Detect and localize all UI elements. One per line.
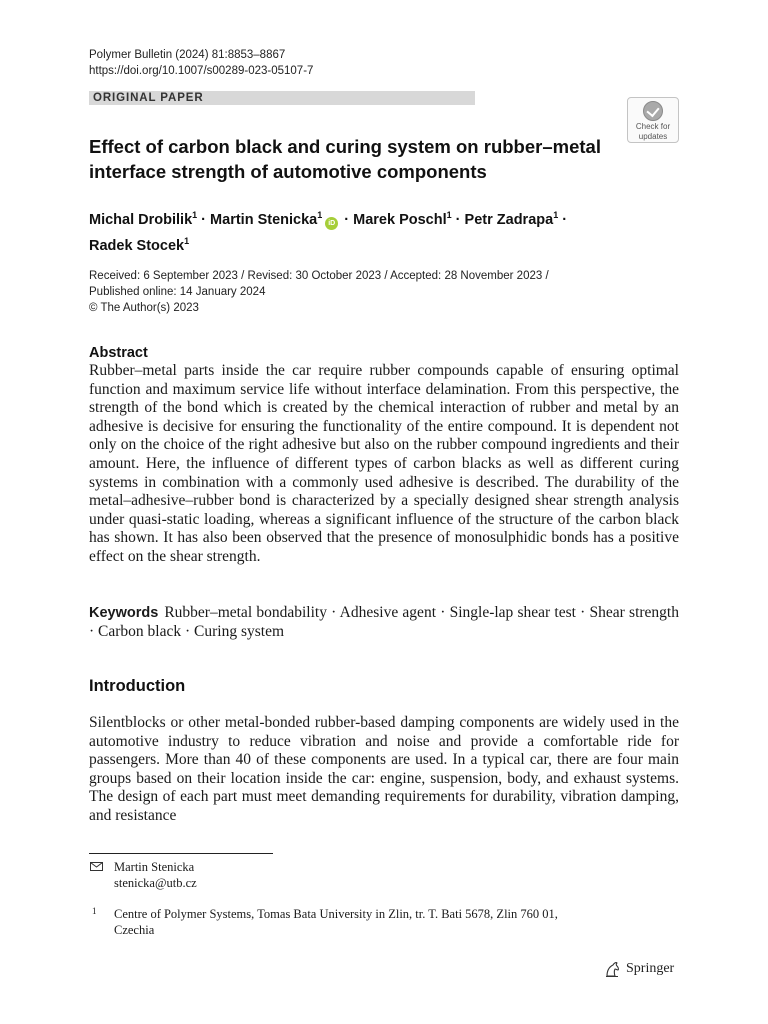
author-name[interactable]: Petr Zadrapa bbox=[464, 212, 554, 228]
introduction-text: Silentblocks or other metal-bonded rubber-based damping components are widely used in the automotive industry to reduce vibration and noise and provide a comfortable ride for passengers. More than 40 of these components are used. In a typical car, there are four main groups based on their location inside the car: engine, suspension, body, and exhaust systems. The design of each part must meet demanding requirements for durability, vibration damping, and resistance bbox=[89, 714, 679, 824]
journal-header bbox=[89, 47, 313, 79]
mail-icon bbox=[90, 862, 103, 871]
paper-type-label: ORIGINAL PAPER bbox=[93, 92, 204, 104]
affiliation-country: Czechia bbox=[114, 923, 155, 937]
author-name[interactable]: Marek Poschl bbox=[353, 212, 447, 228]
publication-dates bbox=[89, 268, 689, 316]
paper-type-bar bbox=[89, 91, 475, 105]
author-affiliation-marker: 1 bbox=[192, 210, 198, 220]
author-affiliation-marker: 1 bbox=[446, 210, 452, 220]
footnote-divider bbox=[89, 853, 273, 854]
publisher-logo bbox=[604, 959, 674, 979]
introduction-heading: Introduction bbox=[89, 677, 186, 695]
check-seal-icon bbox=[643, 101, 663, 121]
author-name[interactable]: Radek Stocek bbox=[89, 238, 185, 254]
springer-horse-icon bbox=[604, 961, 621, 978]
affiliation-number: 1 bbox=[92, 906, 97, 916]
keywords-text: Rubber–metal bondability · Adhesive agent · Single-lap shear test · Shear strength · Carbon black · Curing system bbox=[89, 604, 679, 640]
keywords bbox=[89, 604, 679, 641]
author-affiliation-marker: 1 bbox=[317, 210, 323, 220]
article-title: Effect of carbon black and curing system on rubber–metal interface strength of automotive components bbox=[89, 136, 601, 182]
publisher-name: Springer bbox=[626, 961, 675, 976]
abstract-heading: Abstract bbox=[89, 345, 148, 361]
dates-line: Received: 6 September 2023 / Revised: 30 October 2023 / Accepted: 28 November 2023 / bbox=[89, 270, 549, 282]
affiliation bbox=[114, 906, 624, 938]
published-online: Published online: 14 January 2024 bbox=[89, 286, 266, 298]
orcid-icon[interactable]: iD bbox=[325, 217, 338, 230]
author-name[interactable]: Michal Drobilik bbox=[89, 212, 193, 228]
check-updates-line2: updates bbox=[638, 132, 668, 141]
check-for-updates-badge[interactable] bbox=[627, 97, 679, 143]
journal-citation: Polymer Bulletin (2024) 81:8853–8867 bbox=[89, 49, 286, 61]
corresponding-author bbox=[114, 859, 197, 891]
author-affiliation-marker: 1 bbox=[184, 236, 190, 246]
copyright: © The Author(s) 2023 bbox=[89, 302, 199, 314]
check-updates-line1: Check for bbox=[635, 122, 671, 131]
doi-link[interactable]: https://doi.org/10.1007/s00289-023-05107-7 bbox=[89, 65, 314, 77]
abstract-text: Rubber–metal parts inside the car require rubber compounds capable of ensuring optimal function and maximum service life without interface delamination. From this perspective, the strength of the bond which is created by the chemical interaction of rubber and metal by an adhesive is decisive for ensuring the functionality of the entire compound. It is dependent not only on the choice of the right adhesive but also on the rubber compound ingredients and their amount. Here, the influence of different types of carbon blacks as well as different curing systems in combination with a commonly used adhesive is described. The durability of the metal–adhesive–rubber bond is characterized by a specially designed shear strength analysis under quasi-static loading, whereas a significant influence of the structure of the carbon black has shown. It has also been observed that the presence of monosulphidic bonds has a positive effect on the shear strength. bbox=[89, 362, 679, 565]
corresponding-name: Martin Stenicka bbox=[114, 860, 195, 874]
author-list: Michal Drobilik$^1$ · Martin Stenicka$^1$iD · Marek Poschl$^1$ · Petr Zadrapa$^1$ · Radek Stocek$^1$ bbox=[89, 210, 568, 254]
keywords-label: Keywords bbox=[89, 605, 159, 621]
affiliation-line: Centre of Polymer Systems, Tomas Bata University in Zlin, tr. T. Bati 5678, Zlin 760 01, bbox=[114, 907, 558, 921]
corresponding-email[interactable]: stenicka@utb.cz bbox=[114, 876, 197, 890]
author-name[interactable]: Martin Stenicka bbox=[210, 212, 318, 228]
author-affiliation-marker: 1 bbox=[553, 210, 559, 220]
